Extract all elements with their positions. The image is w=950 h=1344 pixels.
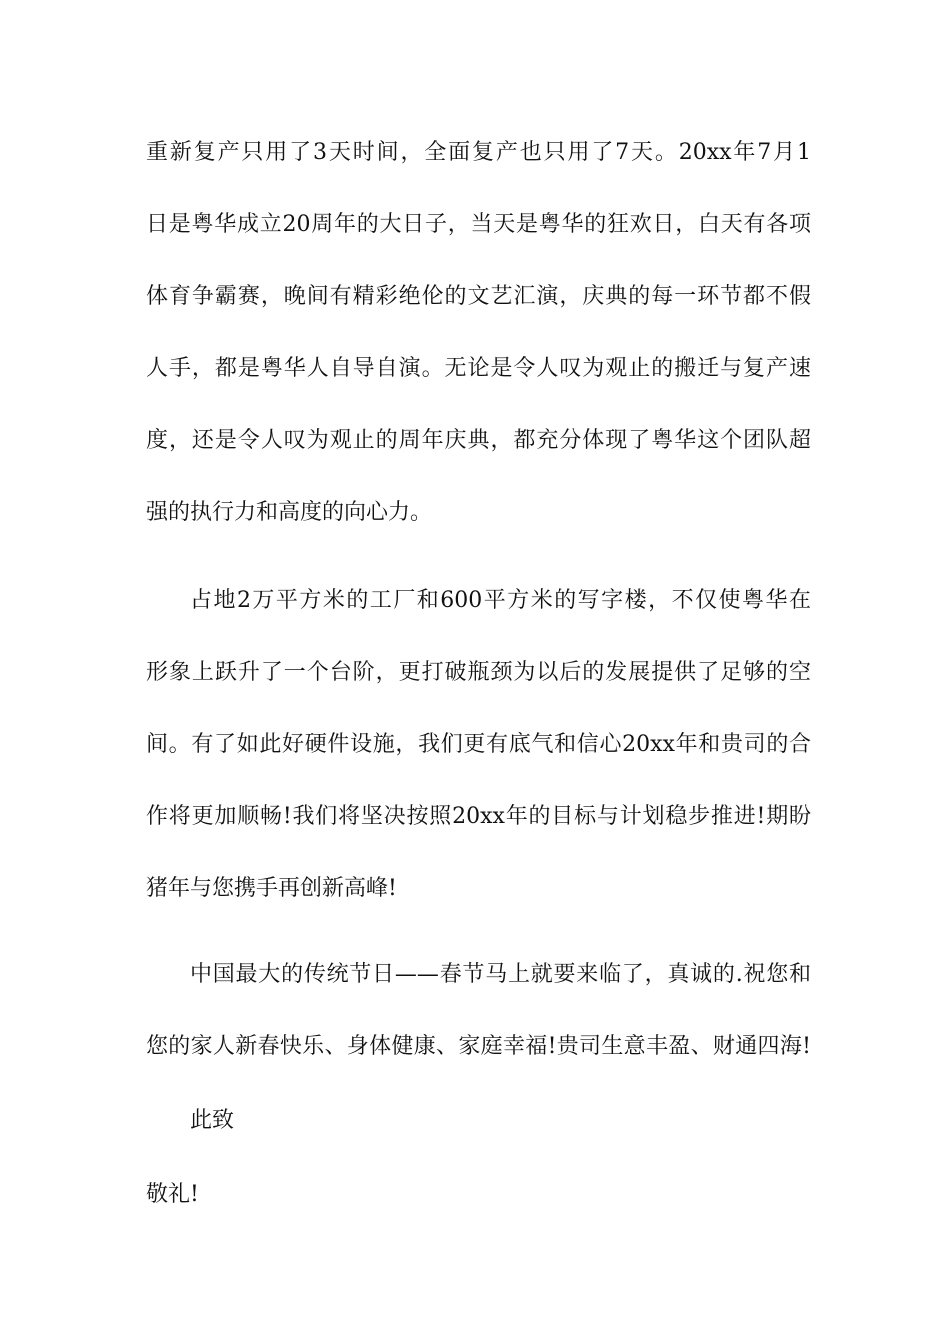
text-line: 重新复产只用了3天时间，全面复产也只用了7天。20xx年7月1 xyxy=(146,140,811,165)
text-line: 人手，都是粤华人自导自演。无论是令人叹为观止的搬迁与复产速 xyxy=(146,356,811,381)
text-line: 体育争霸赛，晚间有精彩绝伦的文艺汇演，庆典的每一环节都不假 xyxy=(146,284,811,309)
closing-regards: 敬礼! xyxy=(146,1182,199,1207)
text-line: 作将更加顺畅!我们将坚决按照20xx年的目标与计划稳步推进!期盼 xyxy=(146,804,811,829)
text-line: 猪年与您携手再创新高峰! xyxy=(146,876,397,901)
text-line: 度，还是令人叹为观止的周年庆典，都充分体现了粤华这个团队超 xyxy=(146,428,811,453)
text-line: 间。有了如此好硬件设施，我们更有底气和信心20xx年和贵司的合 xyxy=(146,732,811,757)
paragraph-first-line: 占地2万平方米的工厂和600平方米的写字楼，不仅使粤华在 xyxy=(190,588,811,613)
text-line: 您的家人新春快乐、身体健康、家庭幸福!贵司生意丰盈、财通四海! xyxy=(146,1034,811,1059)
closing-salutation: 此致 xyxy=(190,1108,235,1133)
text-line: 强的执行力和高度的向心力。 xyxy=(146,500,433,525)
paragraph-first-line: 中国最大的传统节日——春节马上就要来临了，真诚的.祝您和 xyxy=(190,962,811,987)
text-line: 日是粤华成立20周年的大日子，当天是粤华的狂欢日，白天有各项 xyxy=(146,212,811,237)
text-line: 形象上跃升了一个台阶，更打破瓶颈为以后的发展提供了足够的空 xyxy=(146,660,811,685)
